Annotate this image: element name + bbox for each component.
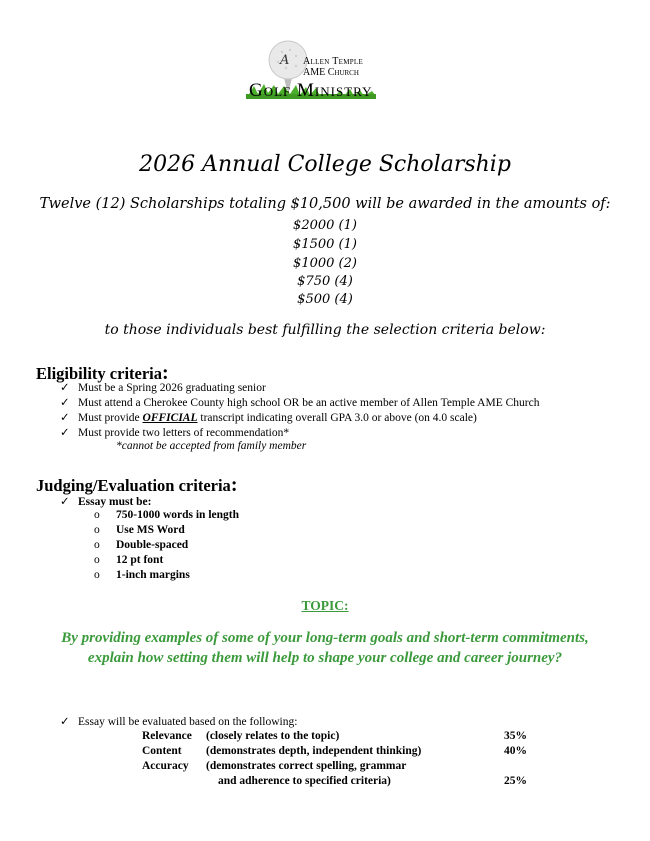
checkmark-icon: ✓ [60, 382, 70, 394]
list-item [60, 380, 266, 394]
requirement-item: o Use MS Word [94, 524, 185, 536]
criterion-name: Relevance [142, 730, 192, 742]
requirement-item: o 750-1000 words in length [94, 509, 239, 521]
subtitle: Twelve (12) Scholarships totaling $10,500 will be awarded in the amounts of: [39, 196, 611, 212]
topic-question: By providing examples of some of your long-term goals and short-term commitments, explain how setting them will help to shape your college and career journey? [61, 630, 589, 666]
topic-label: TOPIC: [301, 598, 349, 613]
criterion-desc-cont: and adherence to specified criteria) [218, 775, 391, 787]
checkmark-icon: ✓ [60, 427, 70, 439]
list-item-text: transcript indicating overall GPA 3.0 or above (on 4.0 scale) [197, 412, 477, 424]
checkmark-icon: ✓ [60, 397, 70, 409]
requirement-text: Use MS Word [116, 524, 185, 536]
requirement-item: o Double-spaced [94, 539, 189, 551]
criterion-pct: 25% [504, 775, 527, 787]
list-item-text: Must be a Spring 2026 graduating senior [78, 382, 266, 394]
list-item [60, 395, 539, 409]
requirement-text: 750-1000 words in length [116, 509, 239, 521]
evaluation-intro [60, 714, 297, 728]
essay-label-text: Essay must be: [78, 496, 152, 508]
intro-text: to those individuals best fulfilling the selection criteria below: [104, 322, 546, 338]
essay-label [60, 494, 151, 508]
recommendation-note: *cannot be accepted from family member [116, 440, 307, 452]
svg-text:A: A [280, 53, 290, 68]
criterion-name: Content [142, 745, 182, 757]
criterion-desc: (demonstrates depth, independent thinking) [206, 745, 422, 757]
list-item-text: Must attend a Cherokee County high school OR be an active member of Allen Temple AME Church [78, 397, 540, 409]
requirement-item: o 12 pt font [94, 554, 164, 566]
checkmark-icon: ✓ [60, 716, 70, 728]
amount-item: $750 (4) [297, 274, 353, 289]
eligibility-colon: : [162, 362, 169, 384]
logo-line-1: Allen Temple [303, 56, 364, 67]
criterion-name: Accuracy [142, 760, 189, 772]
criterion-desc: (demonstrates correct spelling, grammar [206, 760, 407, 772]
list-item-text: Must provide [78, 412, 143, 424]
amount-item: $1500 (1) [293, 237, 357, 252]
amount-item: $500 (4) [297, 292, 353, 307]
criterion-pct: 40% [504, 745, 527, 757]
requirement-text: 12 pt font [116, 554, 164, 566]
amount-item: $1000 (2) [293, 256, 357, 271]
list-item-text: Must provide two letters of recommendation* [78, 427, 290, 439]
logo-line-2: AME Church [303, 67, 359, 78]
amount-item: $2000 (1) [293, 218, 357, 233]
page-title: 2026 Annual College Scholarship [139, 152, 511, 177]
requirement-item: o 1-inch margins [94, 569, 190, 581]
logo-main-text: Golf Ministry [249, 80, 373, 101]
evaluation-intro-text: Essay will be evaluated based on the following: [78, 716, 298, 728]
judging-colon: : [230, 474, 238, 496]
eligibility-heading-text: Eligibility criteria [36, 364, 163, 383]
judging-heading-text: Judging/Evaluation criteria [36, 476, 231, 495]
criterion-pct: 35% [504, 730, 527, 742]
checkmark-icon: ✓ [60, 496, 70, 508]
official-emphasis: OFFICIAL [142, 412, 198, 424]
checkmark-icon: ✓ [60, 412, 70, 424]
criterion-desc: (closely relates to the topic) [206, 730, 340, 742]
requirement-text: 1-inch margins [116, 569, 190, 581]
list-item [60, 425, 289, 439]
requirement-text: Double-spaced [116, 539, 189, 551]
list-item [60, 410, 477, 424]
